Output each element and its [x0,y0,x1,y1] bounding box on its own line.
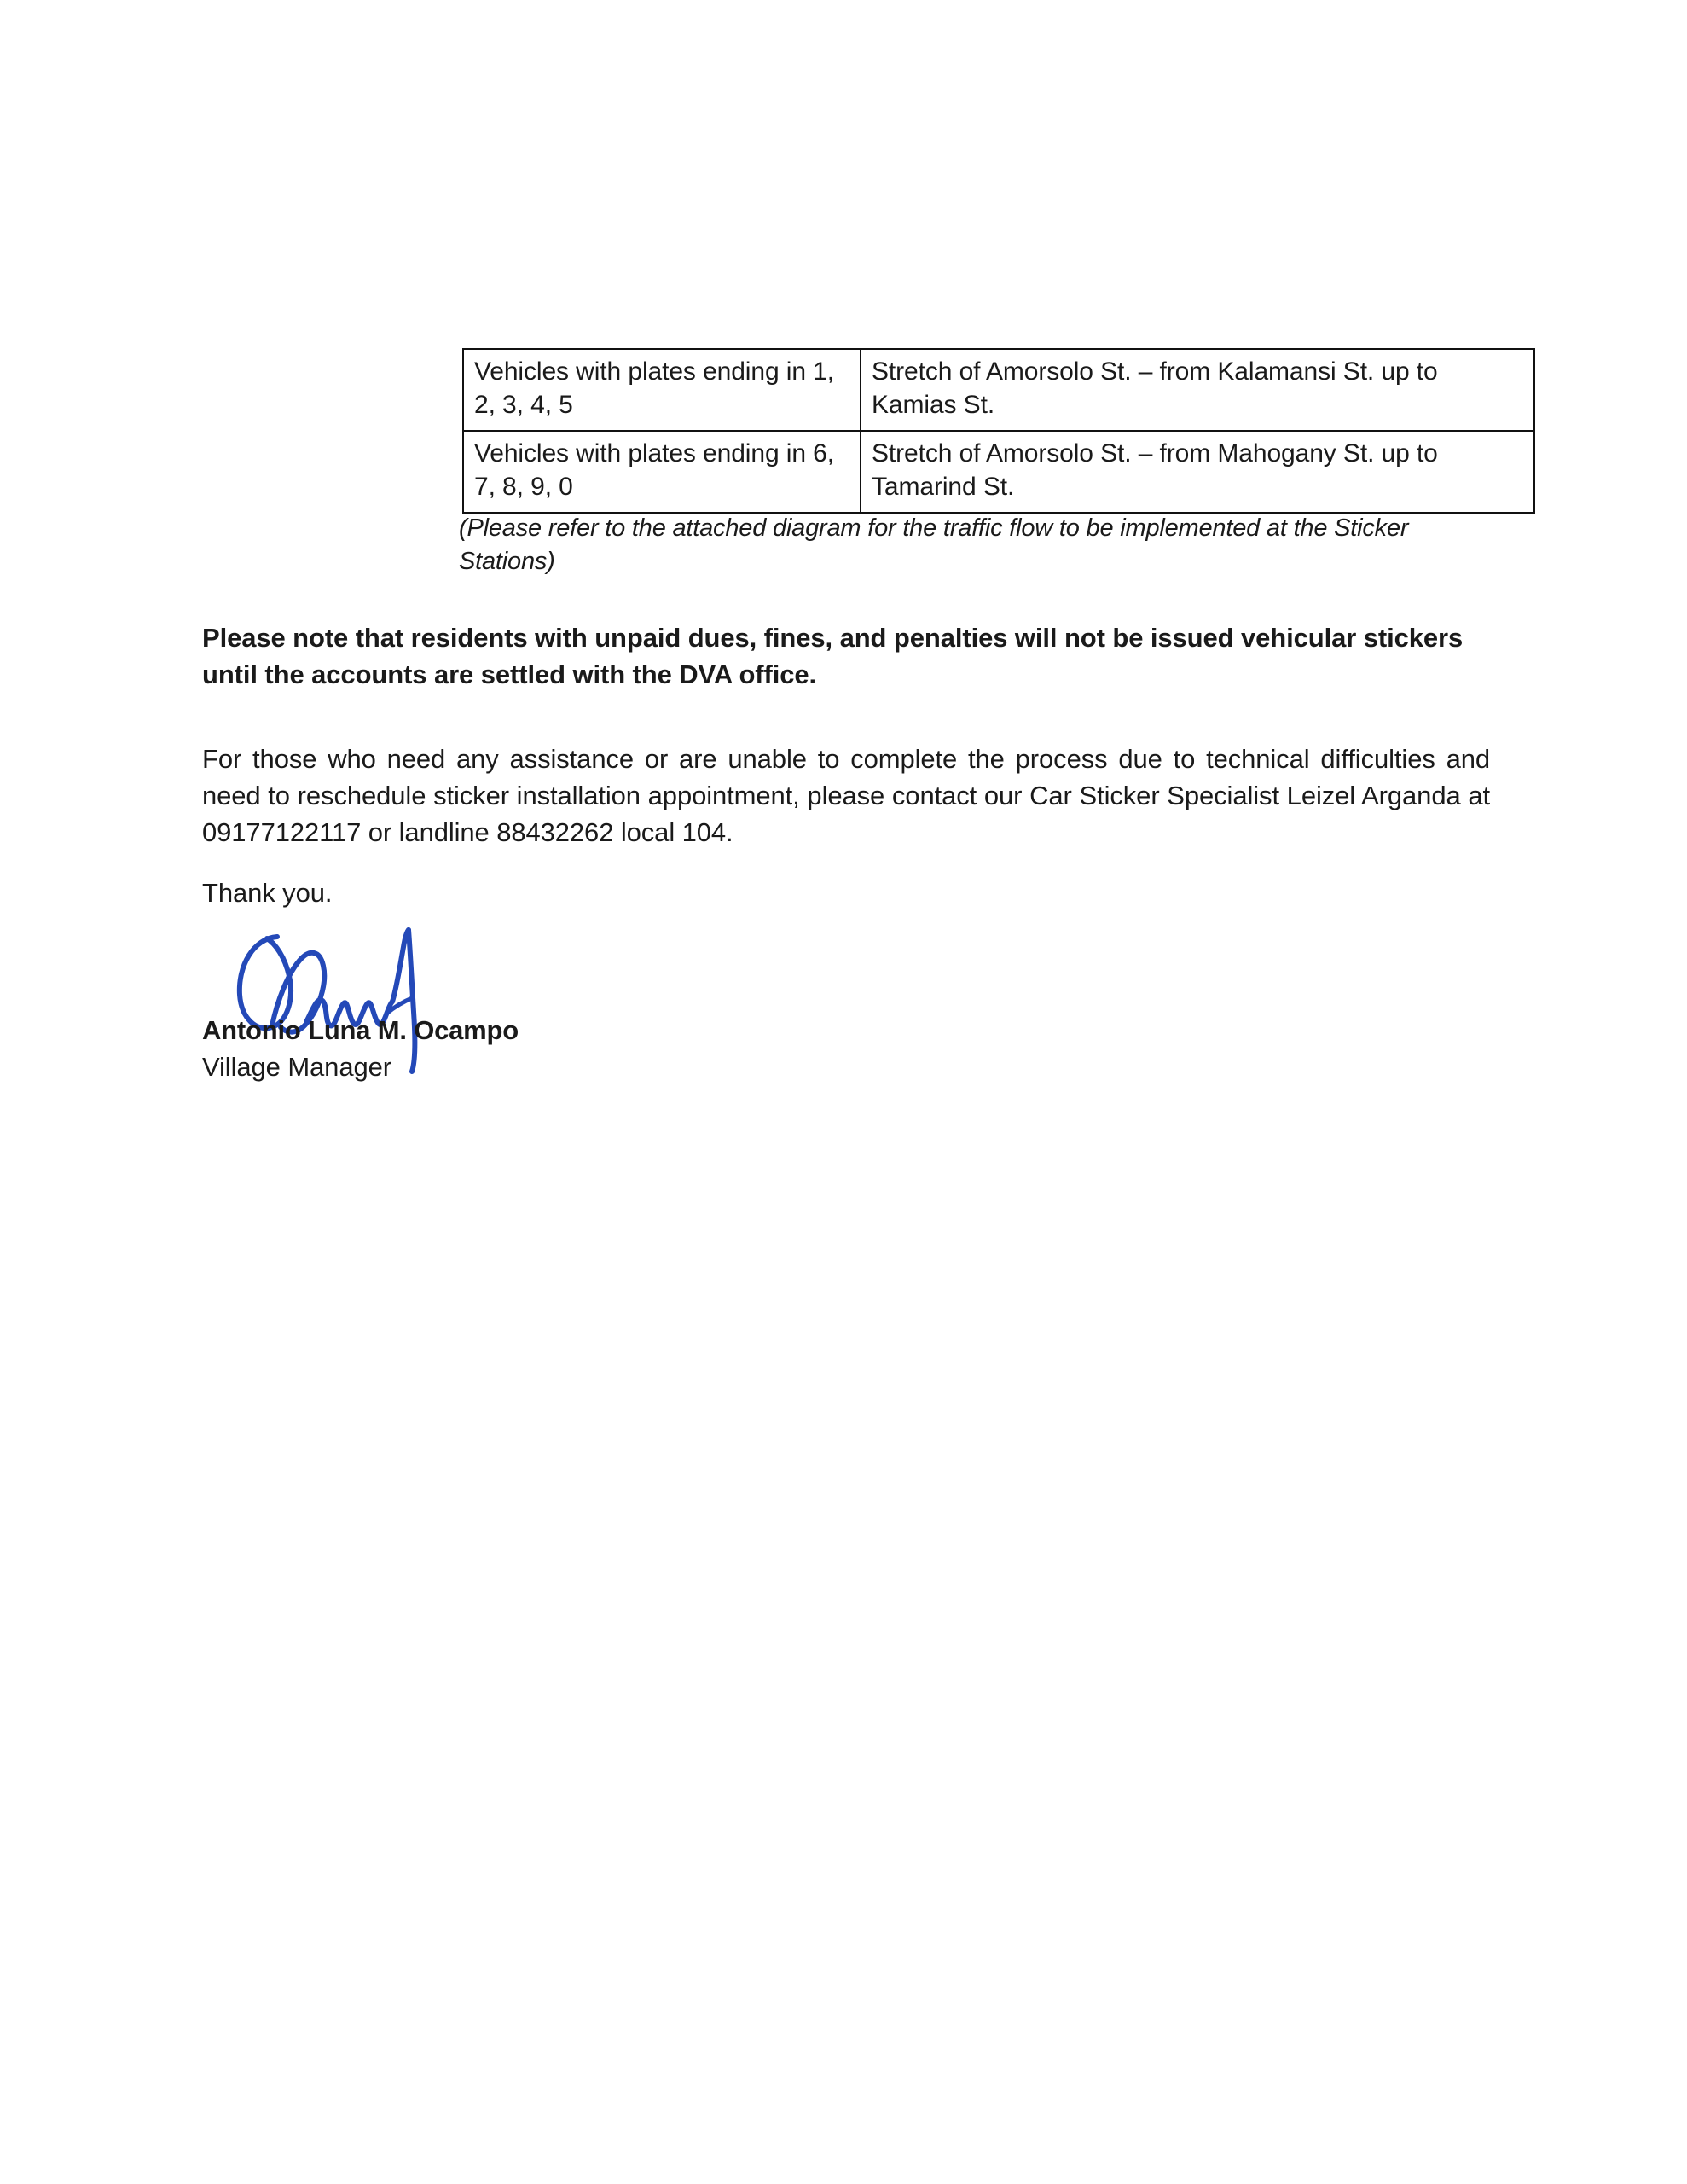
street-stretch-cell: Stretch of Amorsolo St. – from Kalamansi St. up to Kamias St. [861,349,1534,431]
assistance-contact-paragraph: For those who need any assistance or are unable to complete the process due to technical difficulties and need to reschedule sticker installation appointment, please contact our Car Sticker Specialist Leizel Arganda at 09177122117 or landline 88432262 local 104. [202,744,1490,847]
signer-title: Village Manager [202,1052,391,1082]
plate-group-cell: Vehicles with plates ending in 1, 2, 3, 4, 5 [463,349,861,431]
handwritten-signature-icon [228,913,484,1075]
table-row [463,349,1534,431]
plate-group-cell: Vehicles with plates ending in 6, 7, 8, 9, 0 [463,431,861,513]
signer-name: Antonio Luna M. Ocampo [202,1015,519,1045]
table-row [463,431,1534,513]
closing-line: Thank you. [202,878,333,908]
table-note: (Please refer to the attached diagram for the traffic flow to be implemented at the Sticker Stations) [459,514,1409,575]
sticker-station-schedule-table [462,348,1535,514]
unpaid-dues-notice: Please note that residents with unpaid dues, fines, and penalties will not be issued vehicular stickers until the accounts are settled with the DVA office. [202,623,1464,689]
street-stretch-cell: Stretch of Amorsolo St. – from Mahogany St. up to Tamarind St. [861,431,1534,513]
signature-block [202,920,799,1107]
